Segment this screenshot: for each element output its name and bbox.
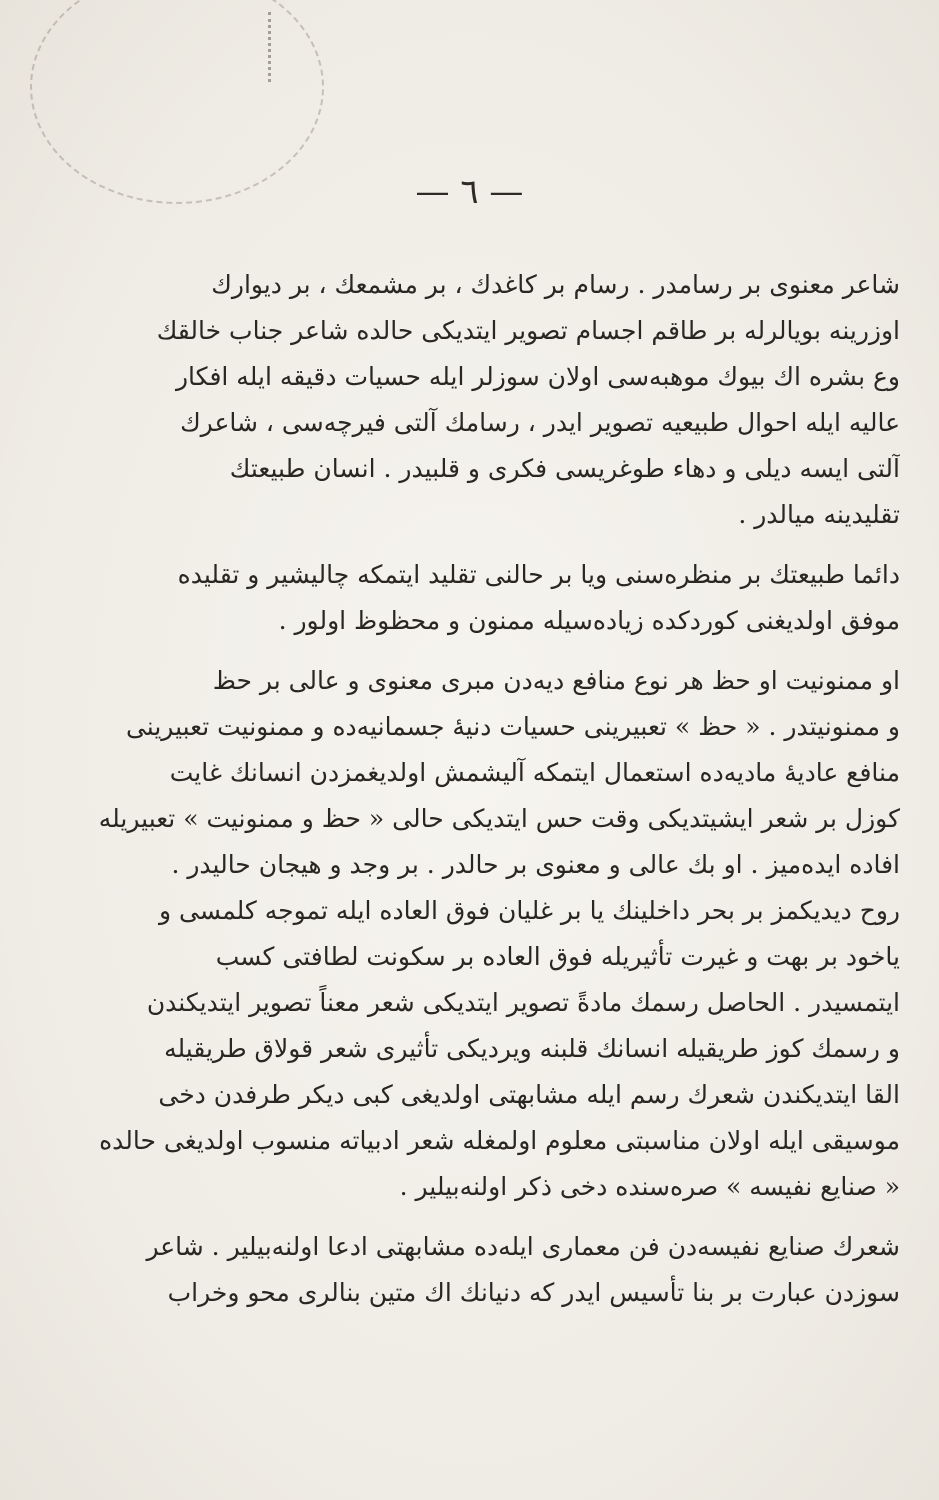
- text-line: القا ایتدیکندن شعرك رسم ایله مشابهتی اولدیغی کبی دیکر طرفدن دخی: [158, 1080, 900, 1109]
- text-line: شاعر معنوی بر رسامدر . رسام بر کاغدك ، بر مشمعك ، بر دیوارك: [211, 270, 900, 299]
- text-line: « صنایع نفیسه » صره‌سنده دخی ذکر اولنه‌بیلیر .: [399, 1172, 900, 1201]
- paragraph-gap: [38, 1210, 900, 1224]
- text-line: و ممنونیتدر . « حظ » تعبیرینی حسیات دنیهٔ جسمانیه‌ده و ممنونیت تعبیرینی: [125, 712, 900, 741]
- text-line: کوزل بر شعر ایشیتدیکی وقت حس ایتدیکی حالی « حظ و ممنونیت » تعبیریله: [98, 804, 900, 833]
- text-line: وع بشره اك بیوك موهبه‌سی اولان سوزلر ایله حسیات دقیقه ایله افکار: [175, 362, 900, 391]
- paragraph: [38, 552, 900, 644]
- body-text: [38, 262, 900, 1316]
- paragraph: [38, 1224, 900, 1316]
- paragraph-gap: [38, 538, 900, 552]
- text-line: و رسمك کوز طریقیله انسانك قلبنه ویردیکی تأثیری شعر قولاق طریقیله: [164, 1034, 900, 1063]
- text-line: تقلیدینه میالدر .: [738, 500, 900, 529]
- text-line: شعرك صنایع نفیسه‌دن فن معماری ایله‌ده مشابهتی ادعا اولنه‌بیلیر . شاعر: [146, 1232, 900, 1261]
- paragraph: [38, 658, 900, 1210]
- text-line: منافع عادیهٔ مادیه‌ده استعمال ایتمکه آلیشمش اولدیغمزدن انسانك غایت: [169, 758, 900, 787]
- text-line: موسیقی ایله اولان مناسبتی معلوم اولمغله شعر ادبیاته منسوب اولدیغی حالده: [99, 1126, 900, 1155]
- text-line: او ممنونیت او حظ هر نوع منافع دیه‌دن مبری معنوی و عالی بر حظ: [212, 666, 900, 695]
- text-line: سوزدن عبارت بر بنا تأسیس ایدر که دنیانك اك متین بنالری محو وخراب: [167, 1278, 900, 1307]
- text-line: آلتی ایسه دیلی و دهاء طوغریسی فکری و قلبیدر . انسان طبیعتك: [229, 454, 900, 483]
- paragraph: [38, 262, 900, 538]
- text-line: ایتمسیدر . الحاصل رسمك مادةً تصویر ایتدیکی شعر معناً تصویر ایتدیکندن: [146, 988, 900, 1017]
- text-line: موفق اولدیغنی کوردکده زیاده‌سیله ممنون و محظوظ اولور .: [278, 606, 900, 635]
- text-line: افاده ایده‌میز . او بك عالی و معنوی بر حالدر . بر وجد و هیجان حالیدر .: [171, 850, 900, 879]
- paragraph-gap: [38, 644, 900, 658]
- stamp-mark-icon: [268, 12, 299, 82]
- text-line: اوزرینه بویالرله بر طاقم اجسام تصویر ایتدیکی حالده شاعر جناب خالقك: [156, 316, 900, 345]
- text-line: یاخود بر بهت و غیرت تأثیریله فوق العاده بر سکونت لطافتی کسب: [215, 942, 900, 971]
- text-line: روح دیدیکمز بر بحر داخلینك یا بر غلیان فوق العاده ایله تموجه کلمسی و: [159, 896, 900, 925]
- text-line: عالیه ایله احوال طبیعیه تصویر ایدر ، رسامك آلتی فیرچه‌سی ، شاعرك: [180, 408, 900, 437]
- page-number: — ٦ —: [415, 172, 524, 212]
- text-line: دائما طبیعتك بر منظره‌سنی ویا بر حالنی تقلید ایتمکه چالیشیر و تقلیده: [177, 560, 900, 589]
